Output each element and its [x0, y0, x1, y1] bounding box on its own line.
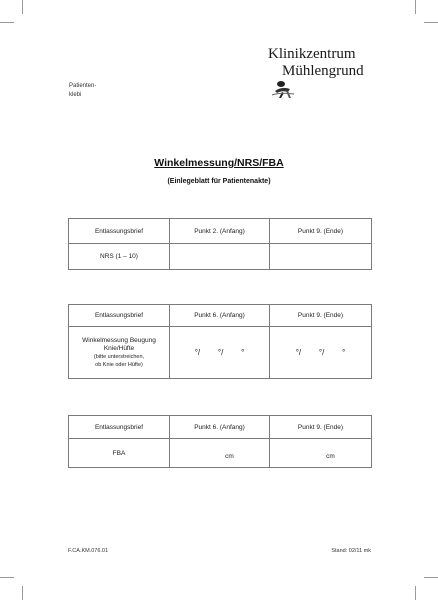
page-title: Winkelmessung/NRS/FBA: [154, 157, 284, 169]
row-label: NRS (1 – 10): [69, 244, 170, 270]
page-subtitle: (Einlegeblatt für Patientenakte): [167, 178, 271, 185]
crop-mark: [0, 577, 14, 578]
row-label-line: Winkelmessung Beugung: [82, 336, 156, 344]
table-header-row: [69, 305, 372, 327]
table-header-row: [69, 416, 372, 439]
row-label-note: (bitte unterstreichen,: [93, 353, 145, 360]
clinic-name-line1: Klinikzentrum: [268, 46, 356, 62]
nrs-start-field[interactable]: [170, 244, 270, 270]
nrs-table: [68, 218, 372, 270]
fba-start-field[interactable]: [170, 439, 270, 468]
degree-template: °/ °/ °: [295, 348, 346, 357]
angle-measurement-table: [68, 304, 372, 379]
angle-start-field[interactable]: [170, 327, 270, 379]
table-header-row: [69, 219, 372, 244]
clinic-name-line2: Mühlengrund: [282, 63, 364, 79]
form-id: F.CA.KM.076.01: [68, 548, 109, 554]
angle-end-field[interactable]: [270, 327, 372, 379]
table-header-cell: Punkt 9. (Ende): [270, 305, 372, 327]
table-header-cell: Entlassungsbrief: [69, 219, 170, 244]
fba-table: [68, 415, 372, 468]
crop-mark: [415, 0, 416, 14]
row-label: FBA: [69, 439, 170, 468]
stand-date: Stand: 02/11 mk: [331, 548, 371, 554]
table-header-cell: Punkt 9. (Ende): [270, 219, 372, 244]
crop-mark: [424, 22, 438, 23]
crop-mark: [415, 586, 416, 600]
table-header-cell: Punkt 9. (Ende): [270, 416, 372, 439]
crop-mark: [0, 22, 14, 23]
table-row: [69, 439, 372, 468]
degree-template: °/ °/ °: [194, 348, 245, 357]
nrs-end-field[interactable]: [270, 244, 372, 270]
table-header-cell: Entlassungsbrief: [69, 305, 170, 327]
table-header-cell: Punkt 6. (Anfang): [170, 416, 270, 439]
clinic-logo-text: [268, 46, 380, 80]
clinic-logo-icon: [270, 79, 304, 99]
unit-label: cm: [225, 452, 234, 460]
table-row: [69, 244, 372, 270]
table-header-cell: Punkt 2. (Anfang): [170, 219, 270, 244]
table-header-cell: Entlassungsbrief: [69, 416, 170, 439]
unit-label: cm: [326, 452, 335, 460]
row-label: [69, 327, 170, 379]
row-label-line: Knie/Hüfte: [103, 344, 135, 352]
row-label-note: ob Knie oder Hüfte): [95, 361, 143, 368]
crop-mark: [22, 586, 23, 600]
fba-end-field[interactable]: [270, 439, 372, 468]
crop-mark: [22, 0, 23, 14]
table-row: [69, 327, 372, 379]
patient-sticker-label: Patienten- klebi: [69, 83, 97, 98]
crop-mark: [424, 577, 438, 578]
table-header-cell: Punkt 6. (Anfang): [170, 305, 270, 327]
